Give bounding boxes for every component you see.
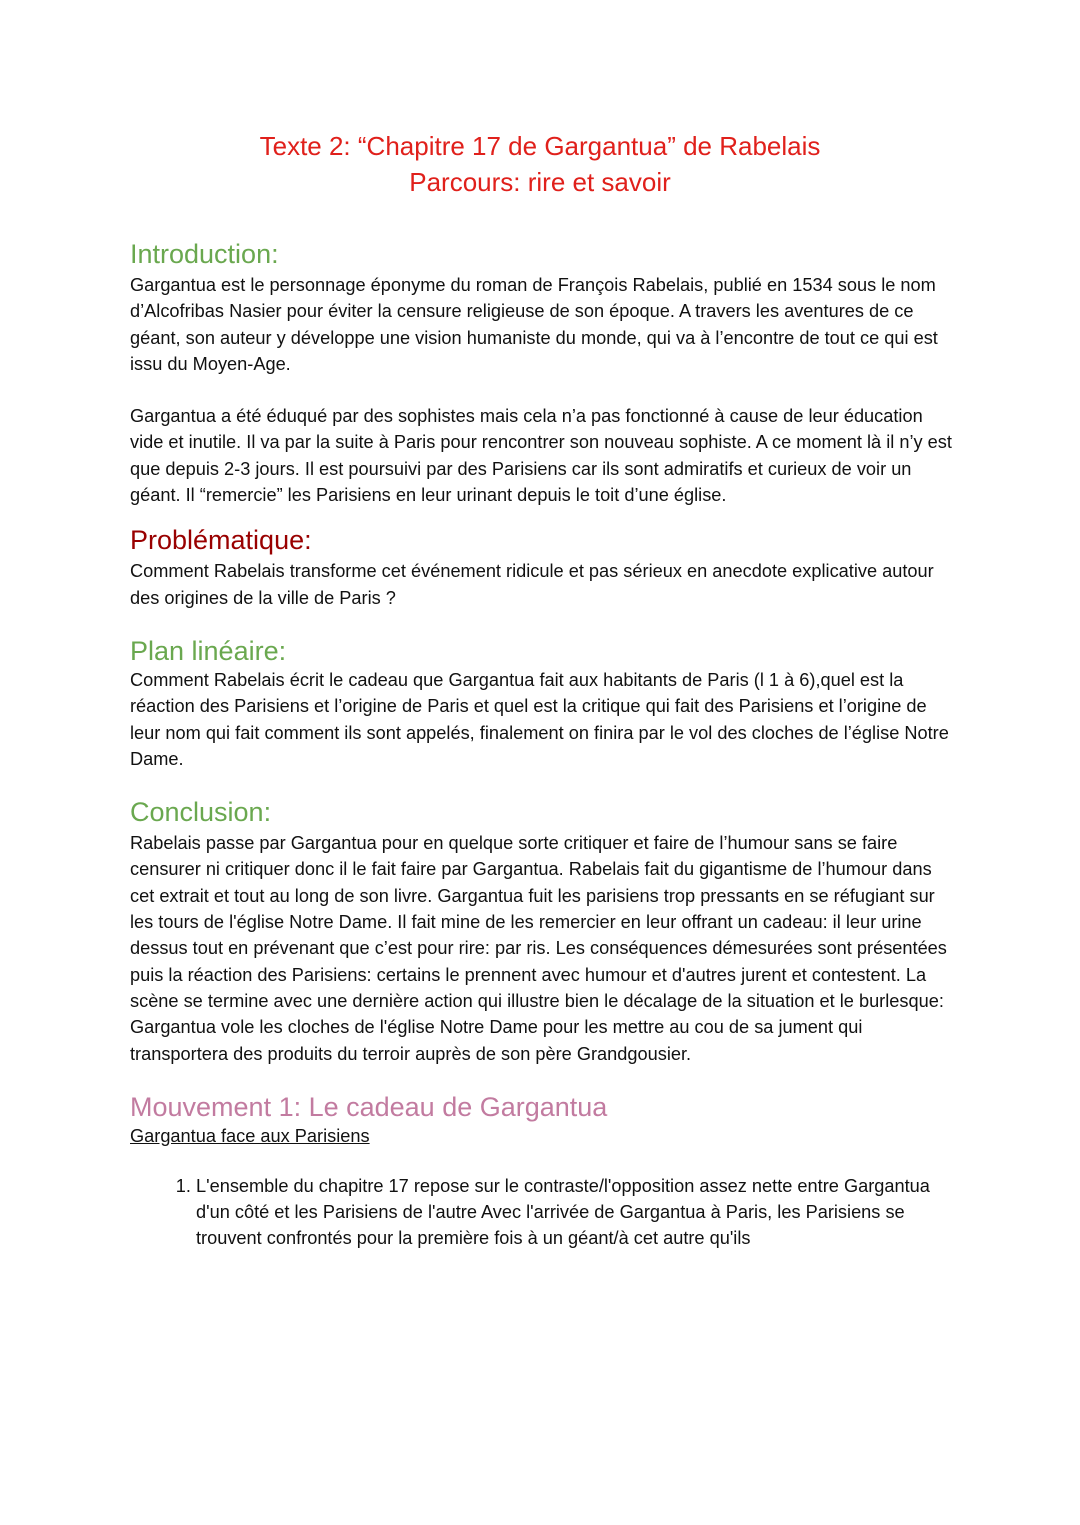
document-title	[130, 128, 950, 200]
conclusion-heading: Conclusion:	[130, 797, 272, 828]
document-page	[130, 128, 955, 1252]
conclusion-text: Rabelais passe par Gargantua pour en quelque sorte critiquer et faire de l’humour sans se faire censurer ni critiquer donc il le fait faire par Gargantua. Rabelais fait du gigantisme de l’humour dans cet extrait et tout au long de son livre. Gargantua fuit les parisiens trop pressants en se réfugiant sur les tours de l'église Notre Dame. Il fait mine de les remercier en leur offrant un cadeau: il leur urine dessus tout en prévenant que c’est pour rire: par ris. Les conséquences démesurées sont présentées puis la réaction des Parisiens: certains le prennent avec humour et d'autres jurent et contestent. La scène se termine avec une dernière action qui illustre bien le décalage de la situation et le burlesque: Gargantua vole les cloches de l'église Notre Dame pour les mettre au cou de sa jument qui transportera des produits du terroir auprès de son père Grandgousier.	[130, 833, 947, 1064]
introduction-paragraph-1: Gargantua est le personnage éponyme du roman de François Rabelais, publié en 1534 sous le nom d’Alcofribas Nasier pour éviter la censure religieuse de son époque. A travers les aventures de ce géant, son auteur y développe une vision humaniste du monde, qui va à l’encontre de tout ce qui est issu du Moyen-Age.	[130, 275, 938, 374]
problematique-heading: Problématique:	[130, 525, 312, 556]
plan-text: Comment Rabelais écrit le cadeau que Gargantua fait aux habitants de Paris (l 1 à 6),quel est la réaction des Parisiens et l’origine de Paris et quel est la critique qui fait des Parisiens et l’origine de leur nom qui fait comment ils sont appelés, finalement on finira par le vol des cloches de l’église Notre Dame.	[130, 669, 949, 769]
introduction-heading: Introduction:	[130, 239, 279, 269]
problematique-text: Comment Rabelais transforme cet événement ridicule et pas sérieux en anecdote explicative autour des origines de la ville de Paris ?	[130, 561, 934, 608]
introduction-paragraph-2: Gargantua a été éduqué par des sophistes mais cela n’a pas fonctionné à cause de leur éducation vide et inutile. Il va par la suite à Paris pour rencontrer son nouveau sophiste. A ce moment là il n’y est que depuis 2-3 jours. Il est poursuivi par des Parisiens car ils sont admiratifs et curieux de voir un géant. Il “remercie” les Parisiens en leur urinant depuis le toit d’une église.	[130, 406, 952, 506]
mouvement1-list	[130, 1173, 955, 1252]
title-line-1: Texte 2: “Chapitre 17 de Gargantua” de Rabelais	[259, 131, 821, 161]
mouvement1-heading: Mouvement 1: Le cadeau de Gargantua	[130, 1091, 608, 1122]
title-line-2: Parcours: rire et savoir	[409, 167, 671, 197]
list-item: 1. L'ensemble du chapitre 17 repose sur le contraste/l'opposition assez nette entre Gargantua d'un côté et les Parisiens de l'autre Avec l'arrivée de Gargantua à Paris, les Parisiens se trouvent confrontés pour la première fois à un géant/à cet autre qu'ils	[196, 1173, 955, 1252]
plan-heading: Plan linéaire:	[130, 635, 287, 666]
mouvement1-subheading: Gargantua face aux Parisiens	[130, 1125, 370, 1146]
